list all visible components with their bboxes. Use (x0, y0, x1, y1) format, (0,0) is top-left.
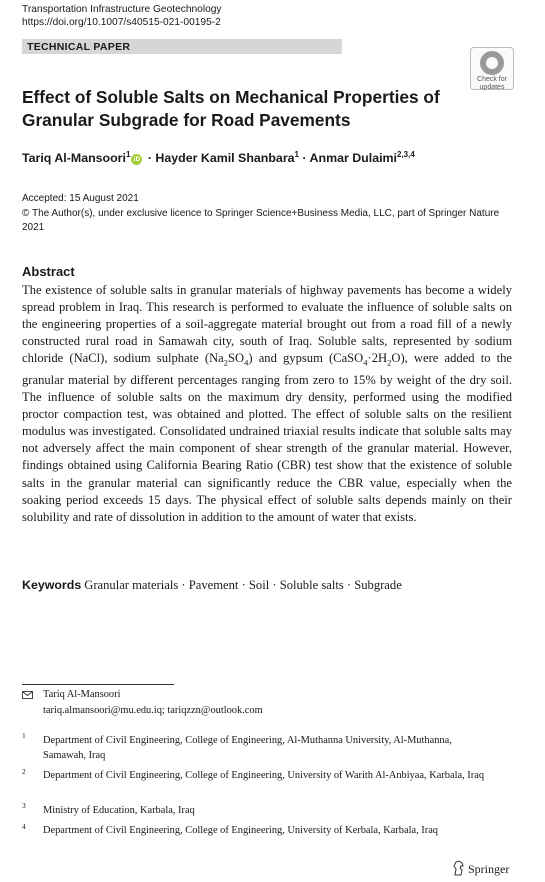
abstract-text-segment: The existence of soluble salts in granular materials of highway pavements has become a widely spread problem in Iraq. This research is performed to evaluate the influence of soluble salts on the engineering properties of a soil-aggregate material brought out from a road fill of a newly constructed rural road in Samawah city, south of Iraq. Soluble salts, represented by sodium chloride (NaCl), sodium sulphate (Na (22, 283, 512, 366)
affiliation-number: 4 (22, 822, 26, 831)
abstract-text-segment: ·2H (367, 351, 388, 366)
abstract-subscript: 2 (387, 357, 392, 368)
keywords (22, 578, 402, 593)
accepted-date: Accepted: 15 August 2021 (22, 193, 139, 204)
keywords-list: Granular materials · Pavement · Soil · Soluble salts · Subgrade (84, 578, 402, 592)
abstract-text-segment: O), were added to the granular material by different percentages ranging from zero to 15% by weight of the dry soil. The influence of soluble salts on the maximum dry density, performed using the modified proctor compaction test, was obtained and plotted. The effect of soluble salts on the resilient modulus was investigated. Consolidated undrained triaxial results indicate that soluble salts may not adversely affect the main component of shear strength of the granular material. However, findings obtained using California Bearing Ratio (CBR) test show that the existence of soluble salts in the granular material can significantly reduce the CBR value, especially when the soaking period exceeds 15 days. The physical effect of soluble salts depends mainly on their solubility and rate of dissolution in addition to the amount of water that exists. (22, 351, 512, 524)
author-list (22, 150, 415, 165)
affiliation-number: 3 (22, 801, 26, 810)
section-label: TECHNICAL PAPER (27, 41, 131, 53)
corresponding-author-emails[interactable]: tariq.almansoori@mu.edu.iq; tariqzzn@outlook.com (43, 705, 263, 716)
orcid-icon[interactable]: iD (131, 154, 142, 165)
author-separator: · (298, 151, 310, 166)
footnote-divider (22, 684, 174, 685)
author-separator: · (144, 151, 156, 166)
author-affiliation-sup: 1 (294, 150, 299, 159)
check-updates-line1: Check for (477, 76, 507, 83)
affiliation-number: 2 (22, 767, 26, 776)
check-updates-line2: updates (479, 84, 505, 91)
abstract-subscript: 2 (223, 357, 229, 368)
abstract-body (22, 282, 512, 526)
affiliation-text: Department of Civil Engineering, College of Engineering, University of Kerbala, Karbala, Iraq (43, 825, 439, 836)
abstract-subscript: 4 (363, 357, 368, 368)
check-for-updates-badge[interactable] (470, 47, 514, 90)
envelope-icon (22, 691, 33, 699)
affiliation-number: 1 (22, 731, 26, 740)
author-name[interactable]: Tariq Al-Mansoori (22, 151, 126, 166)
affiliation-text: Department of Civil Engineering, College of Engineering, University of Warith Al-Anbiyaa, Karbala, Iraq (43, 770, 485, 781)
publisher-name: Springer (468, 862, 510, 876)
abstract-text-segment: ) and gypsum (CaSO (248, 351, 364, 366)
article-title: Effect of Soluble Salts on Mechanical Properties of Granular Subgrade for Road Pavements (22, 87, 440, 130)
abstract-subscript: 4 (244, 357, 249, 368)
doi-link[interactable]: https://doi.org/10.1007/s40515-021-00195-2 (22, 17, 221, 28)
affiliation-text: Department of Civil Engineering, College of Engineering, Al-Muthanna University, Al-Muthanna, Samawah, Iraq (43, 735, 452, 761)
corresponding-author-name: Tariq Al-Mansoori (43, 689, 121, 700)
keywords-label: Keywords (22, 578, 82, 592)
author-affiliation-sup: 1 (125, 150, 131, 159)
author-name[interactable]: Anmar Dulaimi (309, 151, 397, 166)
author-affiliation-sup: 2,3,4 (397, 150, 415, 159)
copyright-notice: © The Author(s), under exclusive licence to Springer Science+Business Media, LLC, part of Springer Nature 2021 (22, 208, 500, 233)
springer-horse-icon (451, 860, 465, 876)
author-name[interactable]: Hayder Kamil Shanbara (155, 151, 295, 166)
journal-name: Transportation Infrastructure Geotechnology (22, 4, 222, 15)
check-updates-icon (480, 51, 504, 75)
abstract-heading: Abstract (22, 264, 75, 279)
abstract-text-segment: SO (228, 351, 245, 366)
affiliation-text: Ministry of Education, Karbala, Iraq (43, 805, 195, 816)
